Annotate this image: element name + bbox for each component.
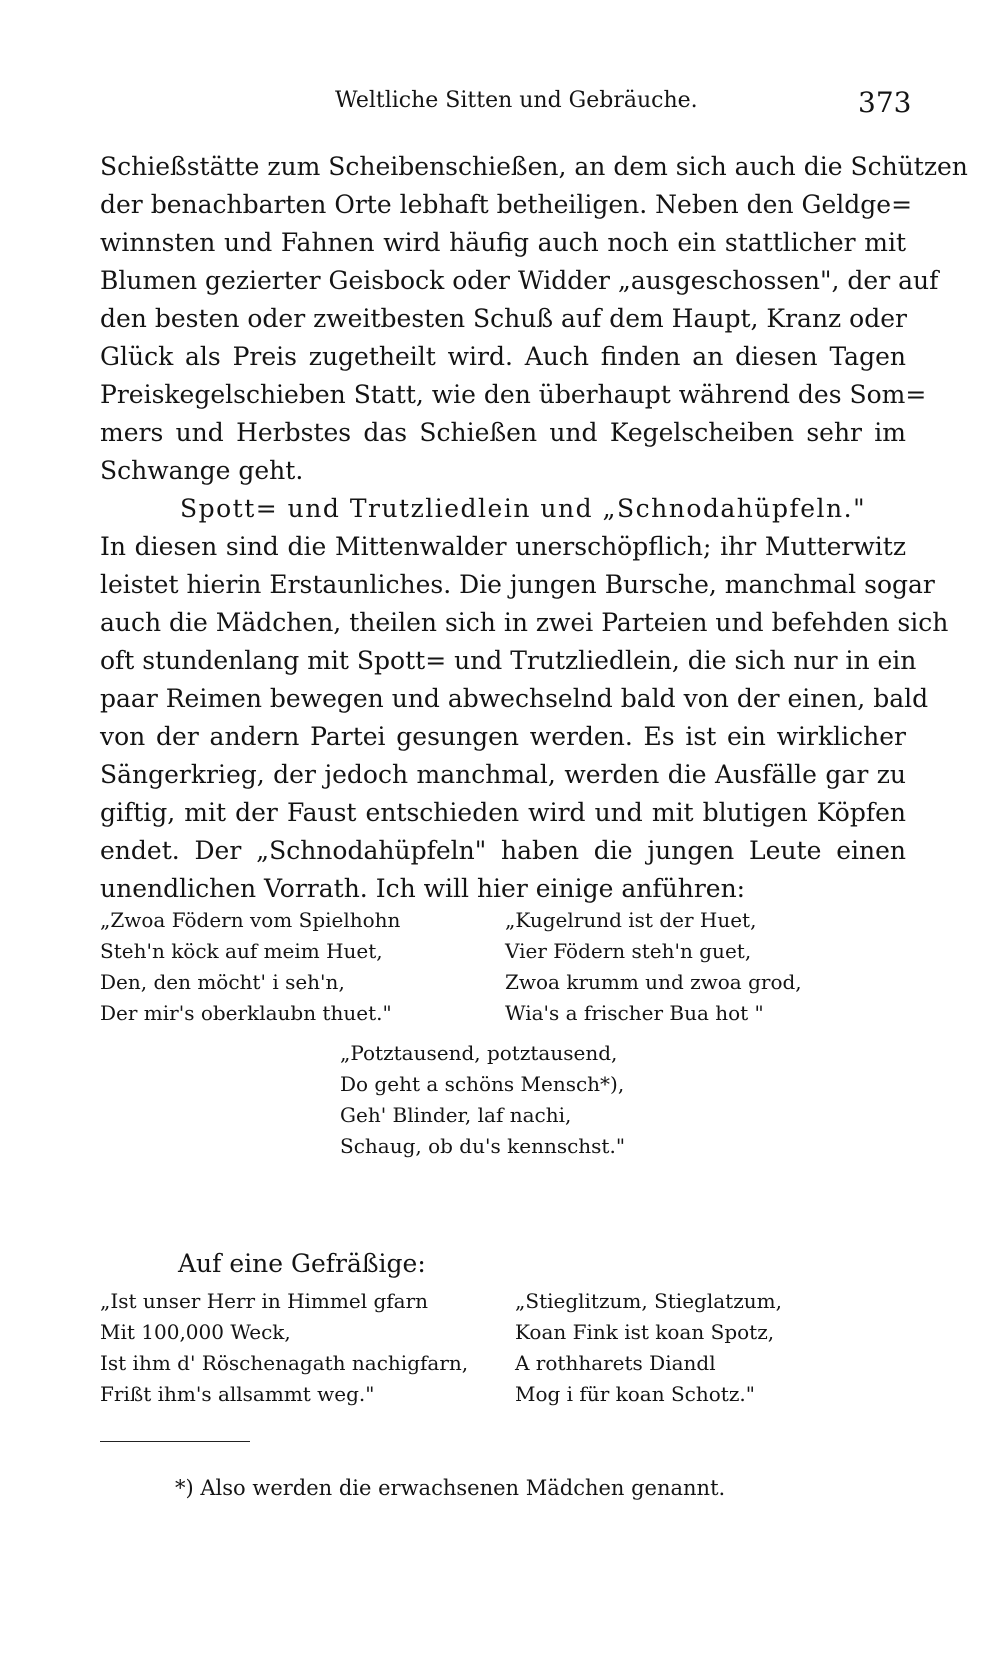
text-line: Preiskegelschieben Statt, wie den überhaupt während des Som= — [100, 380, 927, 409]
verse-line: Zwoa krumm und zwoa grod, — [505, 970, 802, 994]
verse-line: Schaug, ob du's kennschst." — [340, 1134, 626, 1158]
verse-line: Mit 100,000 Weck, — [100, 1320, 291, 1344]
footnote: *) Also werden die erwachsenen Mädchen genannt. — [175, 1476, 726, 1500]
page-number: 373 — [858, 86, 912, 119]
verse-line: „Stieglitzum, Stieglatzum, — [515, 1289, 782, 1313]
text-line: Schwange geht. — [100, 456, 304, 485]
text-line: der benachbarten Orte lebhaft betheiligen. Neben den Geldge= — [100, 190, 913, 219]
text-line: leistet hierin Erstaunliches. Die jungen Bursche, manchmal sogar — [100, 570, 935, 599]
text-line: Blumen gezierter Geisbock oder Widder „ausgeschossen", der auf — [100, 266, 939, 295]
verse-line: Den, den möcht' i seh'n, — [100, 970, 345, 994]
verse-kugelrund — [505, 905, 802, 1029]
text-line: endet. Der „Schnodahüpfeln" haben die jungen Leute einen — [100, 836, 906, 865]
verse-line: Steh'n köck auf meim Huet, — [100, 939, 383, 963]
body-text — [100, 148, 968, 908]
footnote-divider — [100, 1441, 250, 1442]
text-line: Sängerkrieg, der jedoch manchmal, werden die Ausfälle gar zu — [100, 760, 906, 789]
verse-stieglitzum — [515, 1286, 782, 1410]
verse-potztausend — [340, 1038, 625, 1162]
verse-line: Mog i für koan Schotz." — [515, 1382, 755, 1406]
verse-line: Vier Födern steh'n guet, — [505, 939, 752, 963]
text-line: von der andern Partei gesungen werden. Es ist ein wirklicher — [100, 722, 906, 751]
verse-herr-in-himmel — [100, 1286, 468, 1410]
text-line: giftig, mit der Faust entschieden wird und mit blutigen Köpfen — [100, 798, 906, 827]
verse-line: Ist ihm d' Röschenagath nachigfarn, — [100, 1351, 469, 1375]
verse-line: „Potztausend, potztausend, — [340, 1041, 618, 1065]
verse-line: Der mir's oberklaubn thuet." — [100, 1001, 392, 1025]
section-title-spottlieder: Spott= und Trutzliedlein und „Schnodahüpfeln." — [180, 494, 867, 523]
verse-line: „Ist unser Herr in Himmel gfarn — [100, 1289, 429, 1313]
text-line: auch die Mädchen, theilen sich in zwei Parteien und befehden sich — [100, 608, 949, 637]
text-line: oft stundenlang mit Spott= und Trutzliedlein, die sich nur in ein — [100, 646, 917, 675]
verse-line: Do geht a schöns Mensch*), — [340, 1072, 625, 1096]
section-heading-gefraessige: Auf eine Gefräßige: — [178, 1249, 426, 1278]
running-title: Weltliche Sitten und Gebräuche. — [335, 88, 698, 113]
text-line: Schießstätte zum Scheibenschießen, an dem sich auch die Schützen — [100, 152, 968, 181]
text-line: mers und Herbstes das Schießen und Kegelscheiben sehr im — [100, 418, 906, 447]
verse-line: „Kugelrund ist der Huet, — [505, 908, 757, 932]
verse-line: „Zwoa Födern vom Spielhohn — [100, 908, 401, 932]
verse-zwoa-foedern — [100, 905, 400, 1029]
text-line: den besten oder zweitbesten Schuß auf dem Haupt, Kranz oder — [100, 304, 907, 333]
verse-line: Koan Fink ist koan Spotz, — [515, 1320, 775, 1344]
text-line: unendlichen Vorrath. Ich will hier einige anführen: — [100, 874, 746, 903]
text-line: paar Reimen bewegen und abwechselnd bald von der einen, bald — [100, 684, 929, 713]
text-line: In diesen sind die Mittenwalder unerschöpflich; ihr Mutterwitz — [100, 532, 906, 561]
text-line: winnsten und Fahnen wird häufig auch noch ein stattlicher mit — [100, 228, 906, 257]
verse-line: A rothharets Diandl — [515, 1351, 716, 1375]
verse-line: Geh' Blinder, laf nachi, — [340, 1103, 572, 1127]
verse-line: Wia's a frischer Bua hot " — [505, 1001, 764, 1025]
verse-line: Frißt ihm's allsammt weg." — [100, 1382, 375, 1406]
text-line: Glück als Preis zugetheilt wird. Auch finden an diesen Tagen — [100, 342, 906, 371]
